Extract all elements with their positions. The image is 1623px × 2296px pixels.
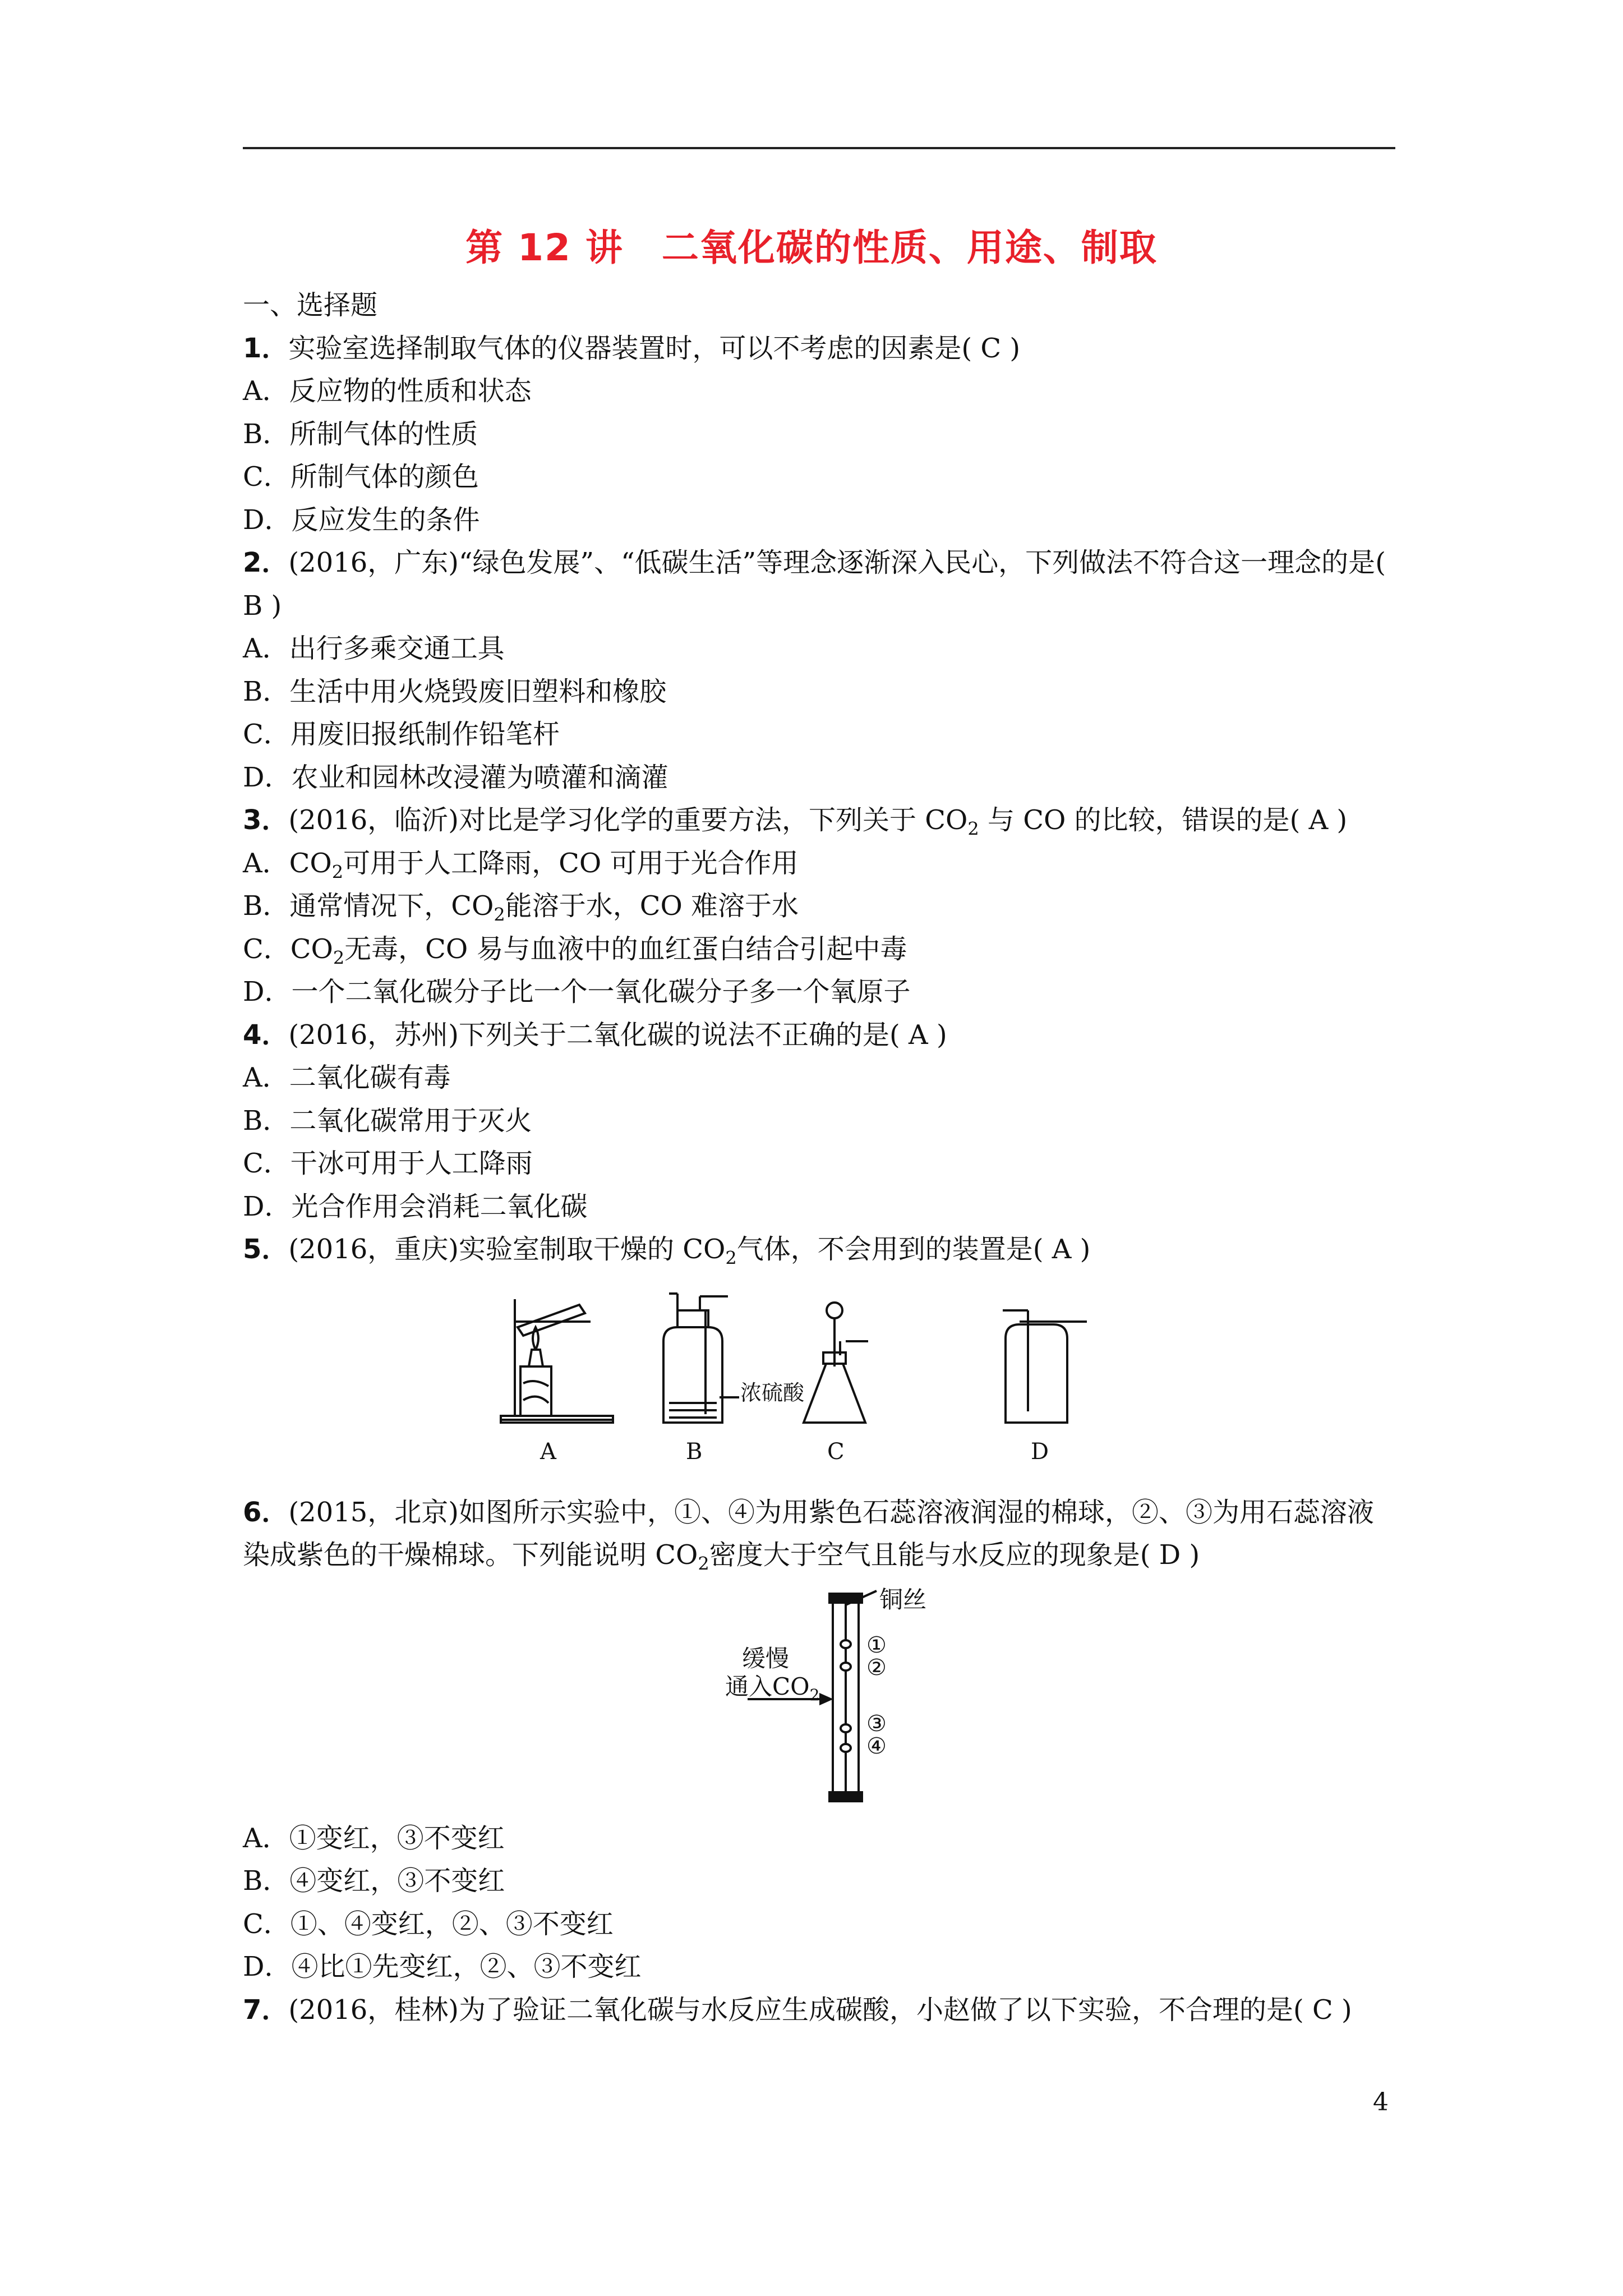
option: C．用废旧报纸制作铅笔杆	[243, 719, 560, 750]
option: D．一个二氧化碳分子比一个一氧化碳分子多一个氧原子	[243, 976, 911, 1007]
option: A．二氧化碳有毒	[243, 1062, 451, 1093]
apparatus-figure	[243, 1288, 1398, 1479]
marker: ②	[866, 1654, 887, 1681]
figure-label: B	[686, 1438, 703, 1465]
marker: ①	[866, 1632, 887, 1658]
question-1: 1．实验室选择制取气体的仪器装置时，可以不考虑的因素是( C )	[243, 332, 1021, 364]
figure-label: D	[1031, 1438, 1049, 1465]
glass-tube-drawing	[708, 1582, 1101, 1807]
option: B．生活中用火烧毁废旧塑料和橡胶	[243, 675, 667, 707]
question-list	[243, 284, 1398, 2031]
question-4: 4．(2016，苏州)下列关于二氧化碳的说法不正确的是( A )	[243, 1019, 947, 1051]
marker: ④	[866, 1733, 887, 1759]
answer: ( B )	[243, 547, 1386, 622]
inlet-label: 通入$CO_2$	[725, 1672, 820, 1704]
option: A．①变红，③不变红	[243, 1822, 505, 1854]
question-7: 7．(2016，桂林)为了验证二氧化碳与水反应生成碳酸，小赵做了以下实验，不合理的是( C )	[243, 1994, 1352, 2026]
copper-wire-label: 铜丝	[879, 1585, 927, 1613]
answer: ( A )	[889, 1019, 947, 1051]
header-rule	[243, 147, 1395, 149]
marker: ③	[866, 1710, 887, 1737]
page-title: 第 12 讲 二氧化碳的性质、用途、制取	[465, 226, 1158, 269]
figure-label: C	[827, 1438, 845, 1465]
answer: ( A )	[1032, 1234, 1091, 1265]
question-6: 6．(2015，北京)如图所示实验中，①、④为用紫色石蕊溶液润湿的棉球，②、③为用石蕊溶液染成紫色的干燥棉球。下列能说明 $CO_2$密度大于空气且能与水反应的现象是( D )	[243, 1496, 1375, 1575]
option: A．出行多乘交通工具	[243, 633, 505, 664]
question-3: 3．(2016，临沂)对比是学习化学的重要方法，下列关于 $CO_2$ 与 CO 的比较，错误的是( A )	[243, 804, 1348, 840]
option: B．④变红，③不变红	[243, 1865, 505, 1897]
question-2: 2．(2016，广东)“绿色发展”、“低碳生活”等理念逐渐深入民心，下列做法不符合这一理念的是( B )	[243, 547, 1386, 622]
option: A．反应物的性质和状态	[243, 375, 532, 407]
answer: ( D )	[1140, 1539, 1200, 1571]
option: C．①、④变红，②、③不变红	[243, 1908, 614, 1940]
question-5: 5．(2016，重庆)实验室制取干燥的 $CO_2$气体，不会用到的装置是( A )	[243, 1234, 1091, 1269]
figure-label: A	[540, 1438, 556, 1465]
inlet-label: 缓慢	[742, 1644, 790, 1672]
option: B．通常情况下，$CO_2$能溶于水，CO 难溶于水	[243, 890, 799, 926]
option: B．二氧化碳常用于灭火	[243, 1105, 532, 1137]
option: A．$CO_2$可用于人工降雨，CO 可用于光合作用	[243, 847, 799, 883]
answer: ( A )	[1289, 804, 1348, 836]
option: C．$CO_2$无毒，CO 易与血液中的血红蛋白结合引起中毒	[243, 933, 907, 969]
answer: ( C )	[961, 332, 1021, 364]
option: D．④比①先变红，②、③不变红	[243, 1951, 642, 1982]
option: B．所制气体的性质	[243, 418, 478, 450]
page-number: 4	[1373, 2088, 1389, 2116]
acid-label: 浓硫酸	[740, 1380, 805, 1405]
option: D．反应发生的条件	[243, 504, 480, 536]
apparatus-drawing	[484, 1288, 1157, 1479]
option: C．干冰可用于人工降雨	[243, 1148, 533, 1179]
answer: ( C )	[1293, 1994, 1352, 2026]
option: C．所制气体的颜色	[243, 461, 479, 493]
section-heading: 一、选择题	[243, 289, 378, 321]
option: D．农业和园林改浸灌为喷灌和滴灌	[243, 761, 668, 793]
experiment-figure	[243, 1582, 1398, 1807]
option: D．光合作用会消耗二氧化碳	[243, 1190, 588, 1222]
